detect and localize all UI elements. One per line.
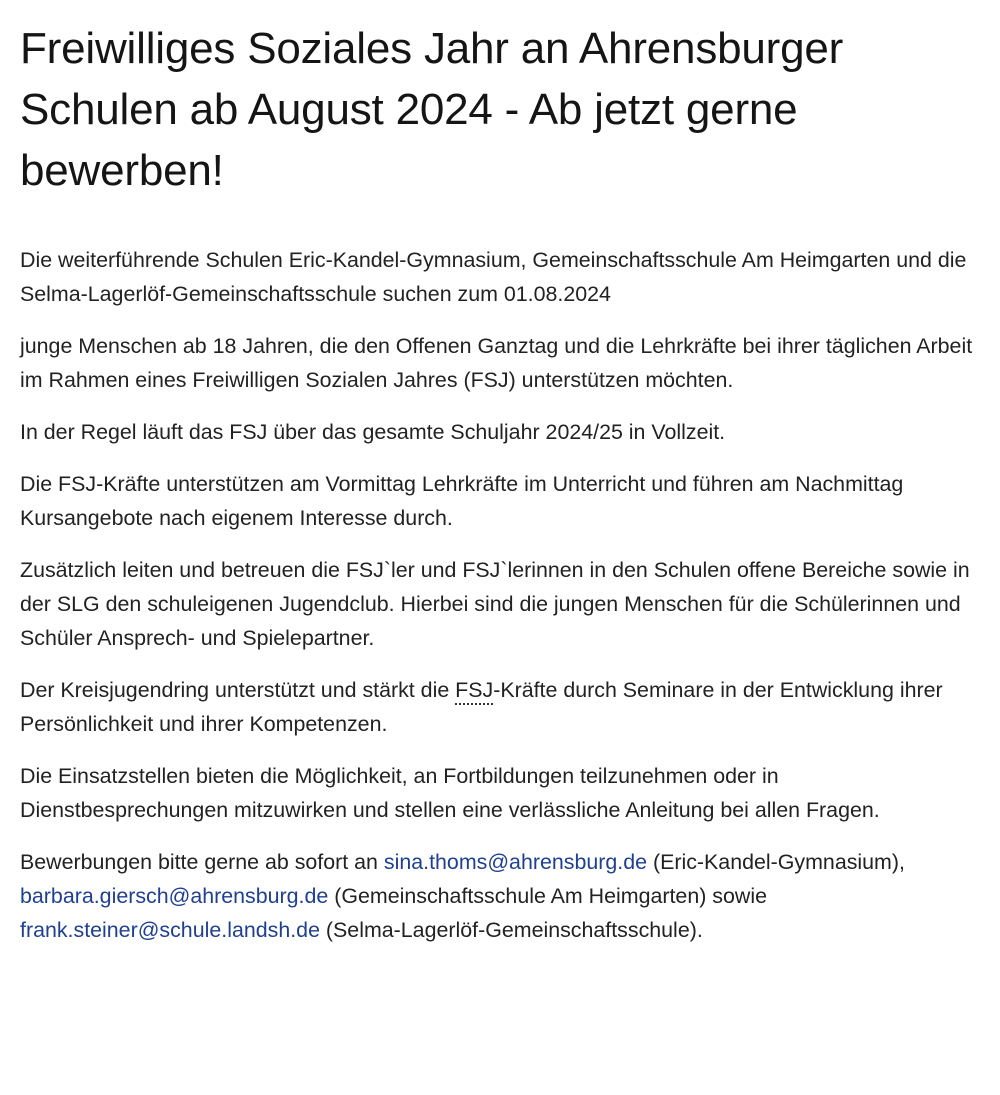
school-selma-lagerloef: (Selma-Lagerlöf-Gemeinschaftsschule). bbox=[319, 918, 703, 942]
paragraph-application bbox=[20, 845, 982, 947]
seminars-text-before: Der Kreisjugendring unterstützt und stärkt die bbox=[20, 678, 456, 702]
fsj-abbreviation[interactable]: FSJ bbox=[455, 678, 493, 705]
paragraph-duration: In der Regel läuft das FSJ über das gesamte Schuljahr 2024/25 in Vollzeit. bbox=[20, 420, 726, 444]
page-title: Freiwilliges Soziales Jahr an Ahrensburger Schulen ab August 2024 - Ab jetzt gerne bewerben! bbox=[20, 24, 844, 195]
email-link-sina-thoms[interactable]: sina.thoms@ahrensburg.de bbox=[383, 850, 648, 874]
school-eric-kandel: (Eric-Kandel-Gymnasium), bbox=[647, 850, 905, 874]
paragraph-support: Die Einsatzstellen bieten die Möglichkeit, an Fortbildungen teilzunehmen oder in Dienstbesprechungen mitzuwirken und stellen eine verlässliche Anleitung bei allen Fragen. bbox=[20, 764, 880, 822]
paragraph-seminars bbox=[20, 673, 982, 741]
paragraph-target-group: junge Menschen ab 18 Jahren, die den Offenen Ganztag und die Lehrkräfte bei ihrer täglichen Arbeit im Rahmen eines Freiwilligen Sozialen Jahres (FSJ) unterstützen möchten. bbox=[20, 334, 973, 392]
paragraph-additional-tasks: Zusätzlich leiten und betreuen die FSJ`ler und FSJ`lerinnen in den Schulen offene Bereiche sowie in der SLG den schuleigenen Jugendclub. Hierbei sind die jungen Menschen für die Schülerinnen und Schüler Ansprech- und Spielepartner. bbox=[20, 558, 970, 650]
seminars-text-after: -Kräfte durch Seminare in der Entwicklung ihrer Persönlichkeit und ihrer Kompetenzen. bbox=[20, 678, 943, 736]
application-intro: Bewerbungen bitte gerne ab sofort an bbox=[20, 850, 384, 874]
paragraph-tasks: Die FSJ-Kräfte unterstützen am Vormittag Lehrkräfte im Unterricht und führen am Nachmittag Kursangebote nach eigenem Interesse durch. bbox=[20, 472, 904, 530]
email-link-frank-steiner[interactable]: frank.steiner@schule.landsh.de bbox=[20, 918, 320, 942]
school-am-heimgarten: (Gemeinschaftsschule Am Heimgarten) sowie bbox=[328, 884, 767, 908]
paragraph-intro: Die weiterführende Schulen Eric-Kandel-Gymnasium, Gemeinschaftsschule Am Heimgarten und die Selma-Lagerlöf-Gemeinschaftsschule suchen zum 01.08.2024 bbox=[20, 248, 967, 306]
email-link-barbara-giersch[interactable]: barbara.giersch@ahrensburg.de bbox=[20, 884, 329, 908]
article-body bbox=[20, 243, 982, 947]
